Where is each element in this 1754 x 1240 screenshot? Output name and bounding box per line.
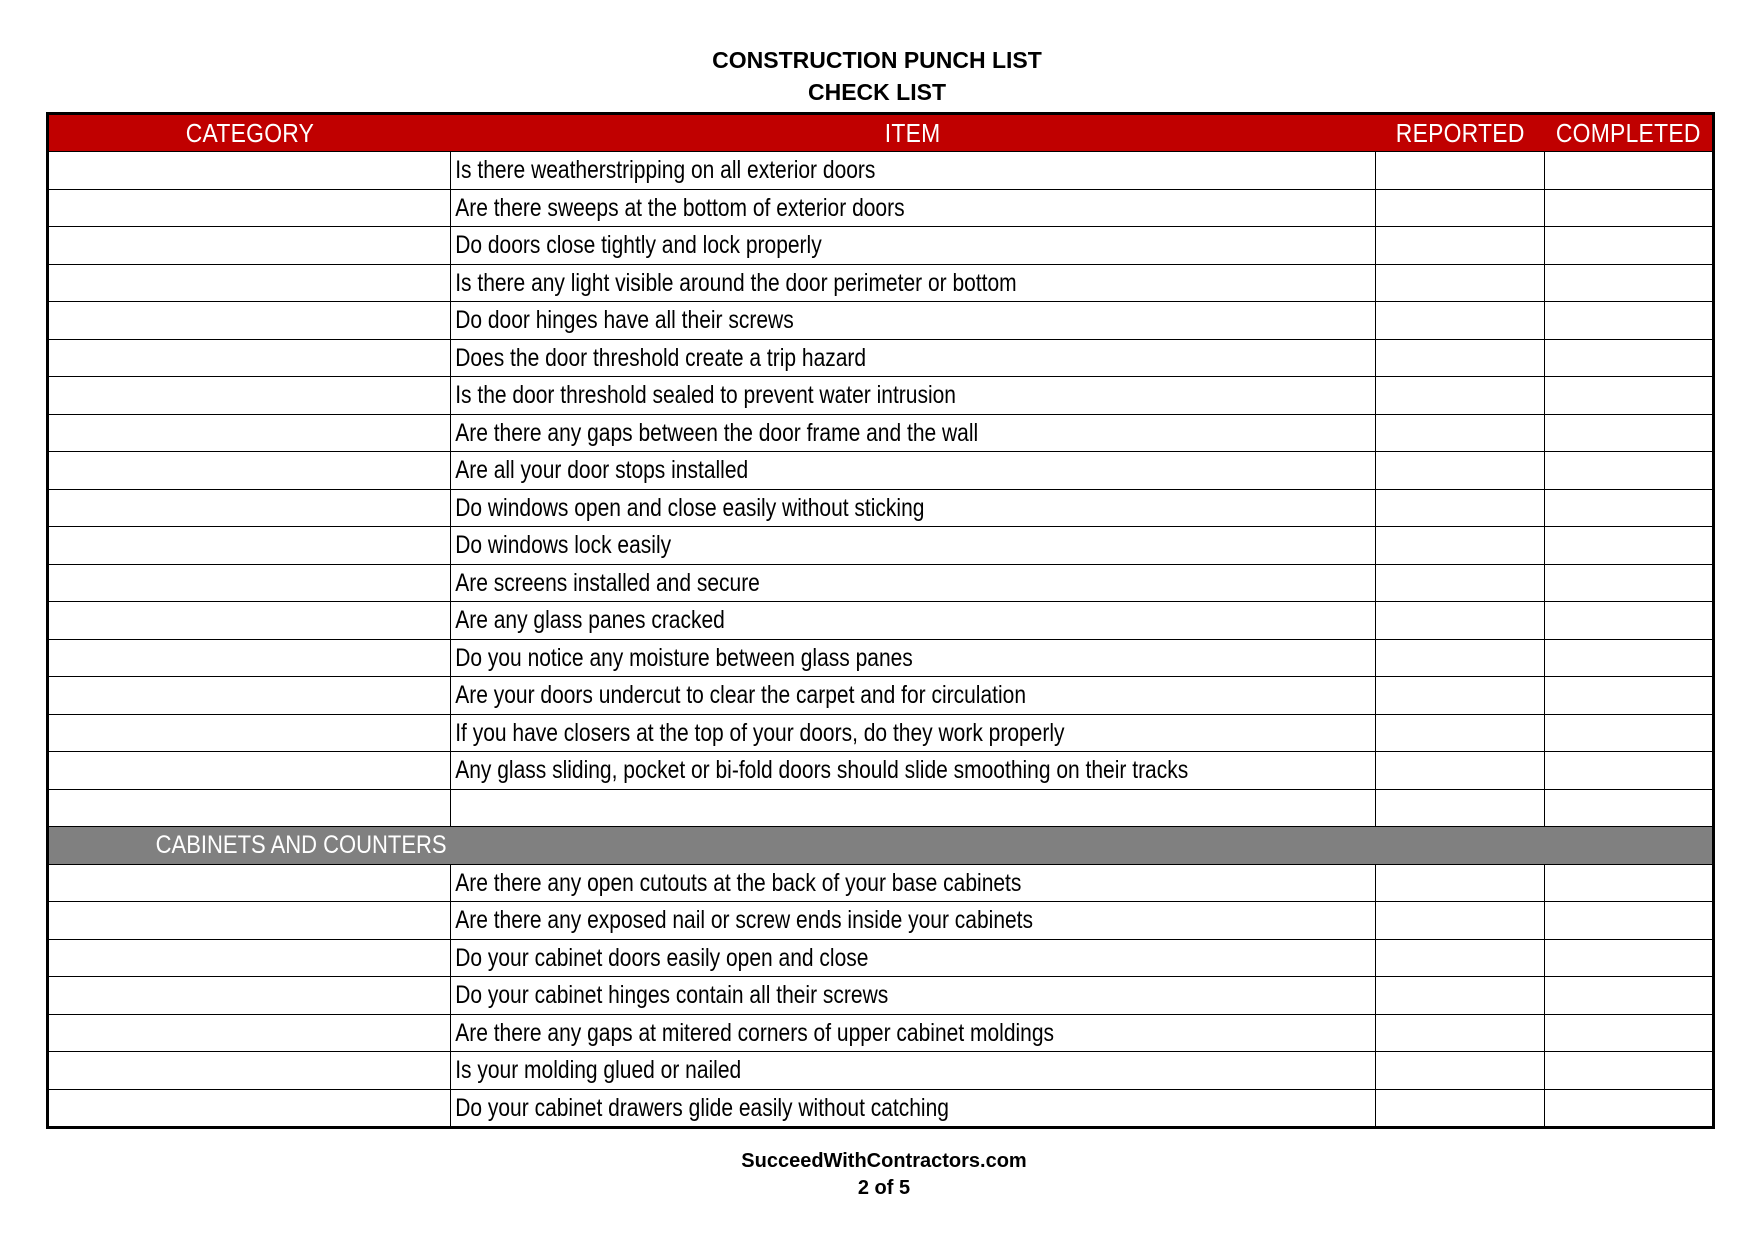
reported-cell[interactable]	[1376, 264, 1545, 302]
document-title: CONSTRUCTION PUNCH LIST	[712, 47, 1042, 73]
item-text: Are there any exposed nail or screw ends inside your cabinets	[455, 906, 1034, 935]
category-cell	[48, 639, 451, 677]
item-text: Do windows open and close easily without sticking	[455, 493, 925, 522]
item-text: Is there any light visible around the door perimeter or bottom	[455, 268, 1017, 297]
completed-cell[interactable]	[1545, 1052, 1714, 1090]
table-row	[48, 714, 1714, 752]
completed-cell[interactable]	[1545, 564, 1714, 602]
table-header-row	[48, 114, 1714, 152]
completed-cell[interactable]	[1545, 527, 1714, 565]
table-body	[48, 152, 1714, 1128]
completed-cell[interactable]	[1545, 639, 1714, 677]
completed-cell[interactable]	[1545, 377, 1714, 415]
item-text: Do your cabinet doors easily open and close	[455, 943, 869, 972]
column-header-item: ITEM	[451, 114, 1376, 152]
table-row	[48, 1052, 1714, 1090]
item-text: Are there any gaps between the door frame and the wall	[455, 418, 979, 447]
reported-cell[interactable]	[1376, 189, 1545, 227]
item-text: Are your doors undercut to clear the carpet and for circulation	[455, 681, 1027, 710]
category-cell	[48, 339, 451, 377]
table-row	[48, 864, 1714, 902]
column-header-category: CATEGORY	[48, 114, 451, 152]
category-cell	[48, 714, 451, 752]
table-row	[48, 264, 1714, 302]
table-row	[48, 1014, 1714, 1052]
item-cell	[451, 1089, 1376, 1128]
item-text: If you have closers at the top of your doors, do they work properly	[455, 718, 1065, 747]
item-text: Do your cabinet drawers glide easily without catching	[455, 1093, 949, 1122]
item-text: Is your molding glued or nailed	[455, 1056, 742, 1085]
item-cell	[451, 639, 1376, 677]
reported-cell[interactable]	[1376, 1089, 1545, 1128]
reported-cell[interactable]	[1376, 527, 1545, 565]
table-row	[48, 227, 1714, 265]
item-text: Are any glass panes cracked	[455, 606, 725, 635]
category-cell	[48, 1014, 451, 1052]
column-header-completed: COMPLETED	[1545, 114, 1714, 152]
completed-cell[interactable]	[1545, 902, 1714, 940]
item-text: Are there sweeps at the bottom of exterior doors	[455, 193, 905, 222]
completed-cell[interactable]	[1545, 602, 1714, 640]
category-cell	[48, 227, 451, 265]
section-fill-cell	[451, 827, 1714, 865]
section-title: CABINETS AND COUNTERS	[155, 831, 447, 860]
item-cell	[451, 264, 1376, 302]
completed-cell[interactable]	[1545, 714, 1714, 752]
item-text: Do your cabinet hinges contain all their screws	[455, 981, 889, 1010]
table-row	[48, 152, 1714, 190]
completed-cell[interactable]	[1545, 752, 1714, 790]
category-cell	[48, 939, 451, 977]
category-cell	[48, 752, 451, 790]
reported-cell[interactable]	[1376, 677, 1545, 715]
completed-cell[interactable]	[1545, 789, 1714, 827]
table-row	[48, 564, 1714, 602]
table-row	[48, 377, 1714, 415]
item-text: Any glass sliding, pocket or bi-fold doors should slide smoothing on their tracks	[455, 756, 1189, 785]
table-row	[48, 302, 1714, 340]
category-cell	[48, 602, 451, 640]
item-cell	[451, 452, 1376, 490]
reported-cell[interactable]	[1376, 302, 1545, 340]
completed-cell[interactable]	[1545, 677, 1714, 715]
reported-cell[interactable]	[1376, 602, 1545, 640]
table-row	[48, 339, 1714, 377]
item-cell	[451, 1014, 1376, 1052]
table-row	[48, 189, 1714, 227]
reported-cell[interactable]	[1376, 714, 1545, 752]
table-row	[48, 1089, 1714, 1128]
table-row	[48, 789, 1714, 827]
completed-cell[interactable]	[1545, 414, 1714, 452]
completed-cell[interactable]	[1545, 227, 1714, 265]
completed-cell[interactable]	[1545, 1089, 1714, 1128]
completed-cell[interactable]	[1545, 939, 1714, 977]
item-cell	[451, 714, 1376, 752]
item-cell	[451, 414, 1376, 452]
completed-cell[interactable]	[1545, 302, 1714, 340]
item-cell	[451, 752, 1376, 790]
table-row	[48, 752, 1714, 790]
document-subtitle: CHECK LIST	[808, 79, 946, 105]
item-cell	[451, 789, 1376, 827]
item-cell	[451, 939, 1376, 977]
column-header-reported: REPORTED	[1376, 114, 1545, 152]
reported-cell[interactable]	[1376, 1014, 1545, 1052]
footer-page-number: 2 of 5	[857, 1177, 911, 1199]
item-text: Are screens installed and secure	[455, 568, 760, 597]
reported-cell[interactable]	[1376, 227, 1545, 265]
category-cell	[48, 377, 451, 415]
item-cell	[451, 602, 1376, 640]
reported-cell[interactable]	[1376, 414, 1545, 452]
reported-cell[interactable]	[1376, 377, 1545, 415]
reported-cell[interactable]	[1376, 639, 1545, 677]
reported-cell[interactable]	[1376, 789, 1545, 827]
item-text: Are there any gaps at mitered corners of upper cabinet moldings	[455, 1018, 1055, 1047]
item-cell	[451, 527, 1376, 565]
table-row	[48, 489, 1714, 527]
reported-cell[interactable]	[1376, 339, 1545, 377]
category-cell	[48, 564, 451, 602]
reported-cell[interactable]	[1376, 864, 1545, 902]
category-cell	[48, 1089, 451, 1128]
completed-cell[interactable]	[1545, 339, 1714, 377]
category-cell	[48, 152, 451, 190]
item-cell	[451, 864, 1376, 902]
reported-cell[interactable]	[1376, 902, 1545, 940]
item-cell	[451, 902, 1376, 940]
item-cell	[451, 152, 1376, 190]
completed-cell[interactable]	[1545, 489, 1714, 527]
category-cell	[48, 902, 451, 940]
item-text: Is there weatherstripping on all exterior doors	[455, 156, 876, 185]
reported-cell[interactable]	[1376, 152, 1545, 190]
item-cell	[451, 977, 1376, 1015]
item-cell	[451, 1052, 1376, 1090]
category-cell	[48, 189, 451, 227]
item-text: Do windows lock easily	[455, 531, 672, 560]
table-row	[48, 939, 1714, 977]
table-row	[48, 902, 1714, 940]
item-text: Is the door threshold sealed to prevent water intrusion	[455, 381, 956, 410]
reported-cell[interactable]	[1376, 752, 1545, 790]
item-cell	[451, 189, 1376, 227]
item-cell	[451, 377, 1376, 415]
table-row	[48, 602, 1714, 640]
category-cell	[48, 264, 451, 302]
reported-cell[interactable]	[1376, 452, 1545, 490]
completed-cell[interactable]	[1545, 189, 1714, 227]
category-cell	[48, 489, 451, 527]
reported-cell[interactable]	[1376, 939, 1545, 977]
category-cell	[48, 452, 451, 490]
category-cell	[48, 414, 451, 452]
category-cell	[48, 677, 451, 715]
item-text: Do doors close tightly and lock properly	[455, 231, 822, 260]
item-cell	[451, 302, 1376, 340]
table-row	[48, 977, 1714, 1015]
table-row	[48, 639, 1714, 677]
table-row	[48, 452, 1714, 490]
completed-cell[interactable]	[1545, 264, 1714, 302]
completed-cell[interactable]	[1545, 152, 1714, 190]
completed-cell[interactable]	[1545, 864, 1714, 902]
reported-cell[interactable]	[1376, 489, 1545, 527]
section-row-cabinets	[48, 827, 1714, 865]
reported-cell[interactable]	[1376, 564, 1545, 602]
reported-cell[interactable]	[1376, 977, 1545, 1015]
category-cell	[48, 527, 451, 565]
item-cell	[451, 489, 1376, 527]
section-title-cell	[48, 827, 451, 865]
completed-cell[interactable]	[1545, 977, 1714, 1015]
completed-cell[interactable]	[1545, 1014, 1714, 1052]
item-text: Are there any open cutouts at the back of your base cabinets	[455, 868, 1022, 897]
footer-website: SucceedWithContractors.com	[741, 1150, 1027, 1172]
category-cell	[48, 302, 451, 340]
table-row	[48, 414, 1714, 452]
item-cell	[451, 564, 1376, 602]
category-cell	[48, 977, 451, 1015]
table-row	[48, 677, 1714, 715]
item-cell	[451, 677, 1376, 715]
reported-cell[interactable]	[1376, 1052, 1545, 1090]
item-text: Do door hinges have all their screws	[455, 306, 794, 335]
item-cell	[451, 339, 1376, 377]
item-cell	[451, 227, 1376, 265]
item-text: Does the door threshold create a trip hazard	[455, 343, 867, 372]
category-cell	[48, 789, 451, 827]
punch-list-table	[46, 112, 1715, 1129]
completed-cell[interactable]	[1545, 452, 1714, 490]
category-cell	[48, 1052, 451, 1090]
item-text: Are all your door stops installed	[455, 456, 749, 485]
category-cell	[48, 864, 451, 902]
table-row	[48, 527, 1714, 565]
item-text: Do you notice any moisture between glass panes	[455, 643, 913, 672]
